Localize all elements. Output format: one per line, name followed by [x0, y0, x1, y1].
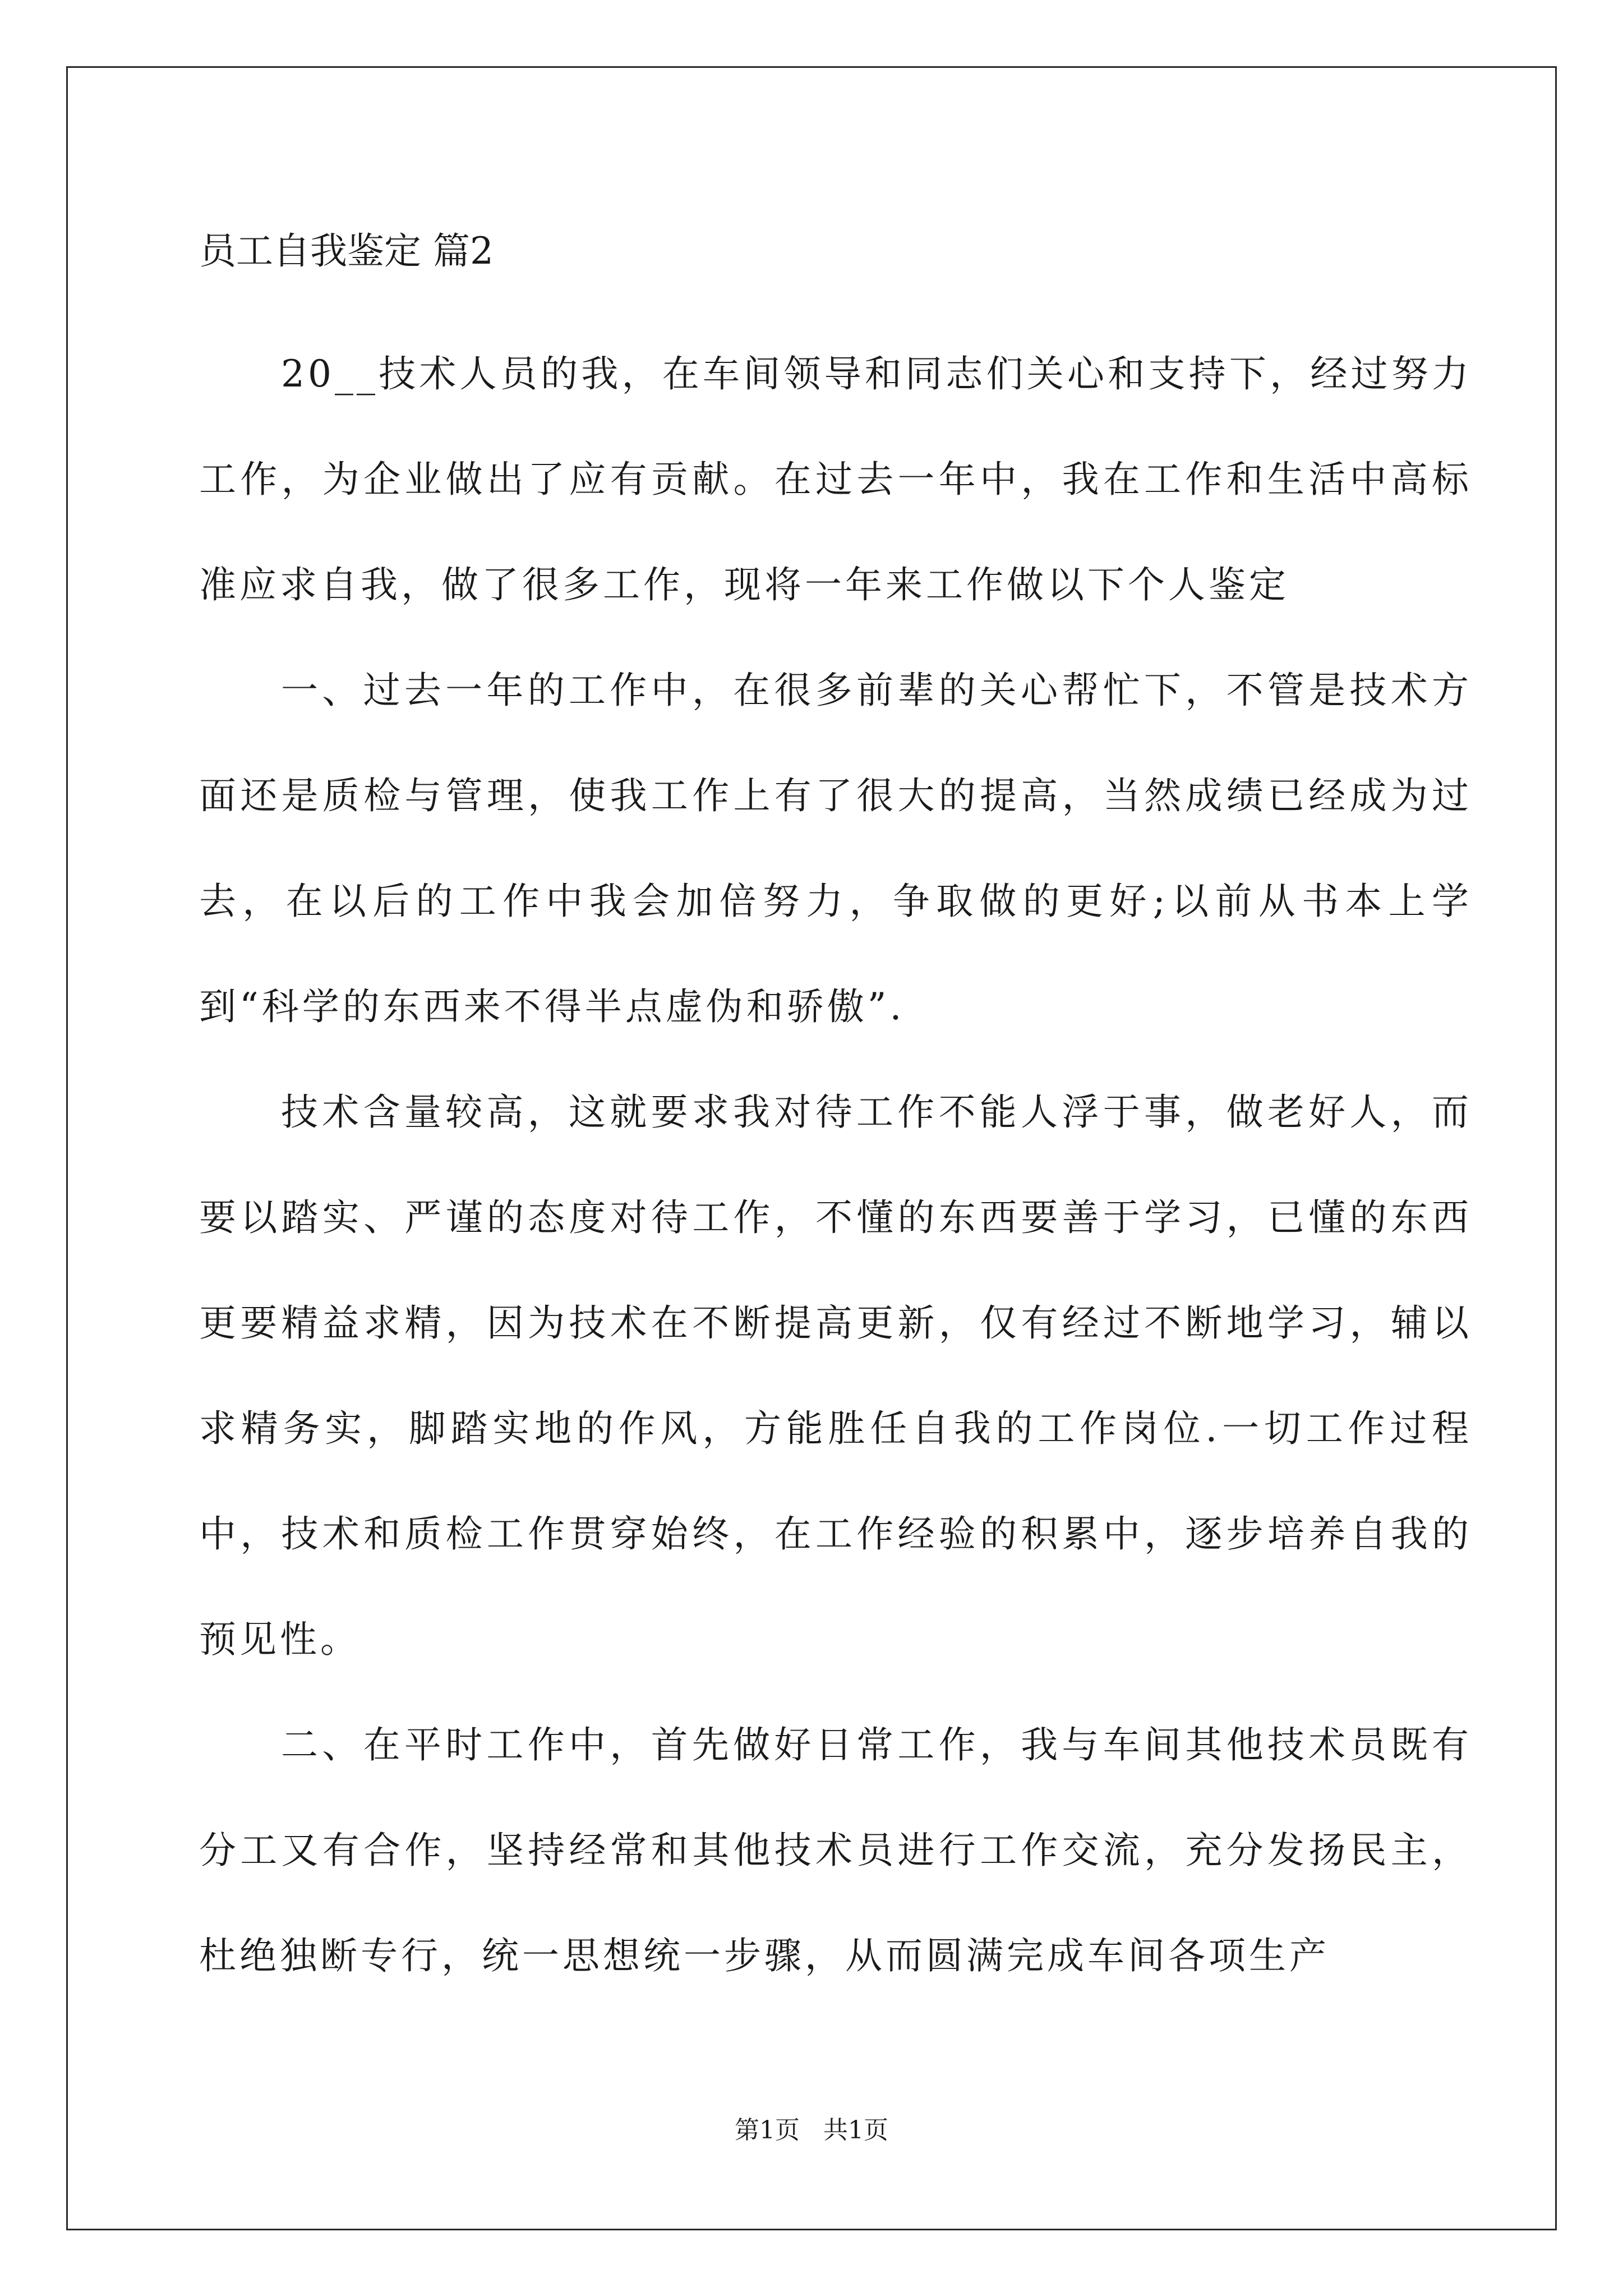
paragraph-section-two: 二、在平时工作中，首先做好日常工作，我与车间其他技术员既有分工又有合作，坚持经常和其他技术员进行工作交流，充分发扬民主，杜绝独断专行，统一思想统一步骤，从而圆满完成车间各项生产 — [199, 1723, 1472, 1977]
document-title: 员工自我鉴定 篇2 — [199, 229, 494, 273]
paragraph-technical-requirements: 技术含量较高，这就要求我对待工作不能人浮于事，做老好人，而要以踏实、严谨的态度对待工作，不懂的东西要善于学习，已懂的东西更要精益求精，因为技术在不断提高更新，仅有经过不断地学习，辅以求精务实，脚踏实地的作风，方能胜任自我的工作岗位.一切工作过程中，技术和质检工作贯穿始终，在工作经验的积累中，逐步培养自我的预见性。 — [199, 1091, 1472, 1661]
paragraph-section-one: 一、过去一年的工作中，在很多前辈的关心帮忙下，不管是技术方面还是质检与管理，使我工作上有了很大的提高，当然成绩已经成为过去，在以后的工作中我会加倍努力，争取做的更好;以前从书本上学到“科学的东西来不得半点虚伪和骄傲”. — [199, 669, 1472, 1028]
paragraph-intro: 20__技术人员的我，在车间领导和同志们关心和支持下，经过努力工作，为企业做出了应有贡献。在过去一年中，我在工作和生活中高标准应求自我，做了很多工作，现将一年来工作做以下个人鉴定 — [199, 352, 1472, 606]
page-number-footer: 第1页 共1页 — [735, 2116, 888, 2145]
document-body — [199, 216, 1472, 2009]
